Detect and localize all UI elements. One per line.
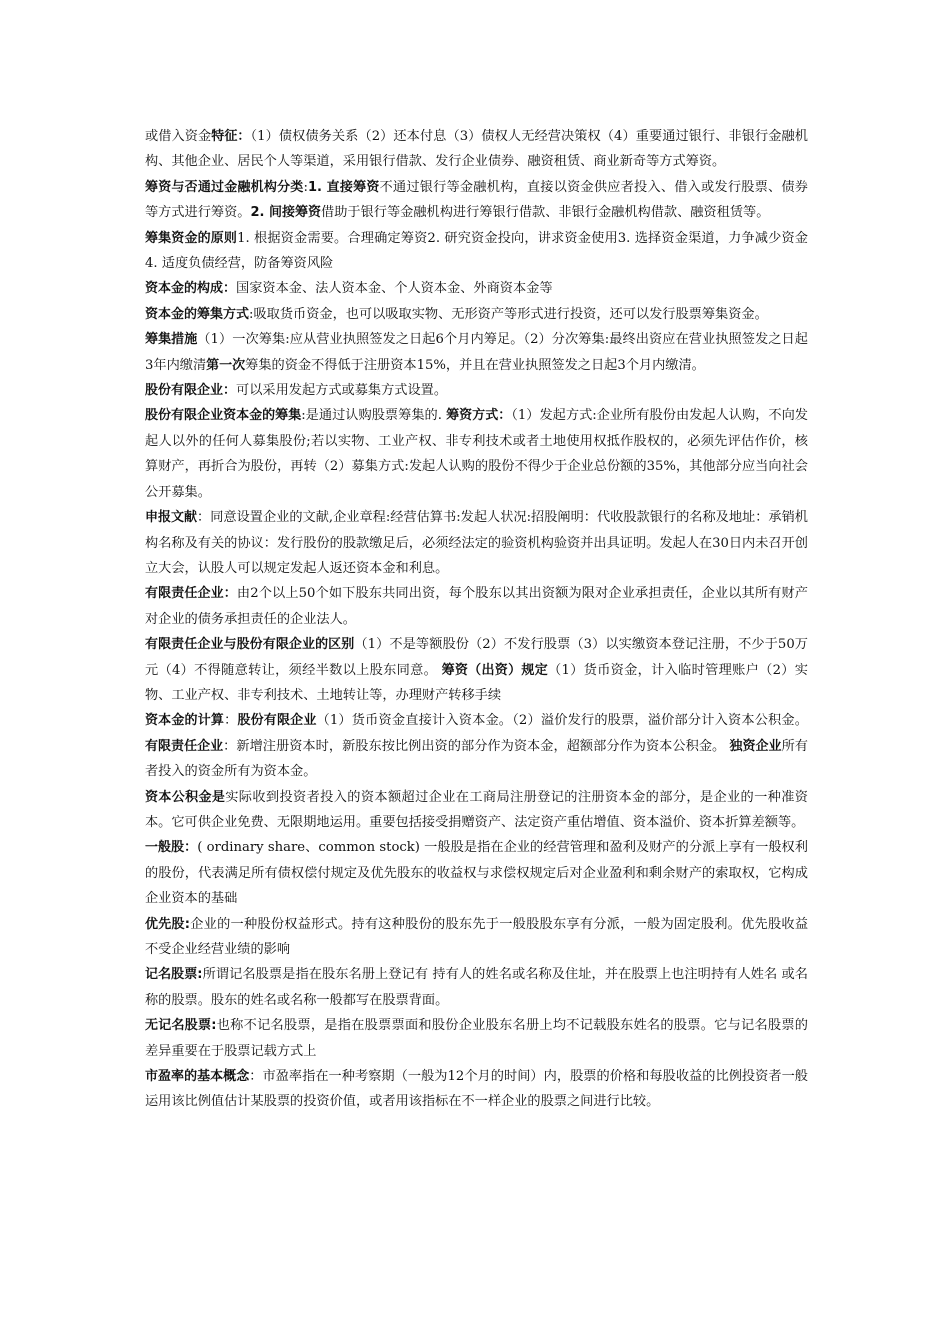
body-text: 由2个以上50个如下股东共同出资，每个股东以其出资额为限对企业承担责任，企业以其所有财产对企业的债务承担责任的企业法人。 — [145, 586, 808, 627]
bold-term: 有限责任企业： — [145, 586, 237, 602]
body-text: （1）货币资金直接计入资本金。（2）溢价发行的股票，溢价部分计入资本公积金。 — [316, 713, 808, 729]
bold-term: 资本公积金是 — [145, 789, 226, 805]
bold-term: 一般股： — [145, 840, 198, 856]
body-text: 借助于银行等金融机构进行筹银行借款、非银行金融机构借款、融资租赁等。 — [321, 205, 770, 221]
bold-term: 有限责任企业与股份有限企业的区别 — [145, 637, 355, 653]
paragraph — [145, 835, 808, 911]
bold-term: 无记名股票: — [145, 1018, 217, 1034]
document-page — [145, 124, 808, 1115]
bold-term: 1. 直接筹资 — [307, 179, 380, 195]
bold-term: 筹资（出资）规定 — [441, 662, 549, 678]
body-text: 实际收到投资者投入的资本额超过企业在工商局注册登记的注册资本金的部分，是企业的一种准资本。它可供企业免费、无限期地运用。重要包括接受捐赠资产、法定资产重估增值、资本溢价、资本折算差额等。 — [145, 789, 808, 830]
paragraph — [145, 378, 808, 403]
body-text: 也称不记名股票，是指在股票票面和股份企业股东名册上均不记载股东姓名的股票。它与记名股票的差异重要在于股票记载方式上 — [145, 1018, 808, 1059]
bold-term: 申报文献 — [145, 510, 198, 526]
bold-term: 筹资方式： — [446, 408, 512, 424]
bold-term: 2. 间接筹资 — [250, 205, 322, 221]
paragraph — [145, 302, 808, 327]
paragraph — [145, 912, 808, 963]
body-text: 筹集的资金不得低于注册资本15%，并且在营业执照签发之日起3个月内缴清。 — [245, 357, 705, 373]
paragraph — [145, 276, 808, 301]
body-text: 可以采用发起方式或募集方式设置。 — [236, 383, 448, 399]
body-text: ：新增注册资本时，新股东按比例出资的部分作为资本金，超额部分作为资本公积金。 — [223, 738, 730, 754]
bold-term: 筹集措施 — [145, 332, 198, 348]
bold-term: 股份有限企业资本金的筹集 — [145, 408, 302, 424]
body-text: 1. 根据资金需要。合理确定筹资2. 研究资金投向，讲求资金使用3. 选择资金渠道，力争减少资金4. 适度负债经营，防备筹资风险 — [145, 230, 808, 272]
bold-term: 筹集资金的原则 — [145, 230, 238, 246]
body-text: （1）债权债务关系（2）还本付息（3）债权人无经营决策权（4）重要通过银行、非银行金融机构、其他企业、居民个人等渠道，采用银行借款、发行企业债券、融资租赁、商业新奇等方式筹资。 — [145, 129, 808, 170]
paragraph — [145, 785, 808, 836]
bold-term: 记名股票: — [145, 967, 203, 983]
bold-term: 有限责任企业 — [145, 738, 224, 754]
paragraph — [145, 403, 808, 505]
body-text: 不通过银行等金融机构，直接以资金供应者投入、借入或发行股票、债券等方式进行筹资。 — [145, 179, 808, 221]
paragraph — [145, 327, 808, 378]
bold-term: 资本金的计算 — [145, 713, 225, 729]
body-text: 国家资本金、法人资本金、个人资本金、外商资本金等 — [236, 281, 553, 297]
paragraph — [145, 505, 808, 581]
paragraph — [145, 581, 808, 632]
body-text: ( ordinary share、common stock) 一般股是指在企业的经营管理和盈利及财产的分派上享有一般权利的股份，代表满足所有债权偿付规定及优先股东的收益权与求偿权规定后对企业盈利和剩余财产的索取权，它构成企业资本的基础 — [145, 840, 808, 907]
body-text: : — [303, 179, 308, 195]
body-text: ：市盈率指在一种考察期（一般为12个月的时间）内，股票的价格和每股收益的比例投资者一般运用该比例值估计某股票的投资价值，或者用该指标在不一样企业的股票之间进行比较。 — [145, 1069, 808, 1110]
bold-term: 优先股: — [145, 916, 190, 932]
bold-term: 独资企业 — [729, 738, 782, 754]
bold-term: 股份有限企业 — [237, 713, 317, 729]
paragraph — [145, 175, 808, 226]
paragraph — [145, 1064, 808, 1115]
bold-term: 资本金的筹集方式 — [145, 306, 250, 322]
body-text: 所谓记名股票是指在股东名册上登记有 持有人的姓名或名称及住址，并在股票上也注明持有人姓名 或名称的股票。股东的姓名或名称一般都写在股票背面。 — [145, 967, 808, 1008]
body-text: 企业的一种股份权益形式。持有这种股份的股东先于一般股股东享有分派，一般为固定股利。优先股收益不受企业经营业绩的影响 — [145, 916, 809, 957]
bold-term: 筹资与否通过金融机构分类 — [145, 179, 304, 195]
body-text: （1）不是等额股份（2）不发行股票（3）以实缴资本登记注册，不少于50万元（4）不得随意转让，须经半数以上股东同意。 — [145, 637, 808, 678]
body-text: （1）一次筹集:应从营业执照签发之日起6个月内筹足。（2）分次筹集:最终出资应在营业执照签发之日起3年内缴清 — [145, 332, 808, 373]
bold-term: 特征： — [211, 129, 251, 144]
bold-term: 资本金的构成： — [145, 281, 237, 297]
body-text: :吸取货币资金，也可以吸取实物、无形资产等形式进行投资，还可以发行股票筹集资金。 — [249, 306, 768, 322]
bold-term: 股份有限企业： — [145, 383, 237, 399]
paragraph — [145, 124, 808, 175]
paragraph — [145, 708, 808, 784]
body-text: （1）发起方式:企业所有股份由发起人认购，不向发起人以外的任何人募集股份;若以实物、工业产权、非专利技术或者土地使用权抵作股权的，必须先评估作价，核算财产，再折合为股份，再转（2）募集方式:发起人认购的股份不得少于企业总份额的35%，其他部分应当向社会公开募集。 — [145, 408, 808, 500]
body-text: 所有者投入的资金所有为资本金。 — [145, 738, 808, 780]
paragraph — [145, 632, 808, 708]
body-text: :是通过认购股票筹集的. — [301, 408, 447, 424]
paragraph — [145, 962, 808, 1013]
bold-term: 市盈率的基本概念 — [145, 1069, 250, 1085]
paragraph — [145, 226, 808, 277]
body-text: 或借入资金 — [145, 129, 212, 144]
paragraph — [145, 1013, 808, 1064]
body-text: ： — [224, 713, 238, 729]
body-text: ：同意设置企业的文献,企业章程:经营估算书:发起人状况:招股阐明：代收股款银行的名称及地址：承销机构名称及有关的协议：发行股份的股款缴足后，必须经法定的验资机构验资并出具证明。发起人在30日内未召开创立大会，认股人可以规定发起人返还资本金和利息。 — [145, 510, 808, 576]
body-text: （1）货币资金，计入临时管理账户（2）实物、工业产权、非专利技术、土地转让等，办理财产转移手续 — [145, 662, 808, 703]
bold-term: 第一次 — [206, 357, 246, 373]
